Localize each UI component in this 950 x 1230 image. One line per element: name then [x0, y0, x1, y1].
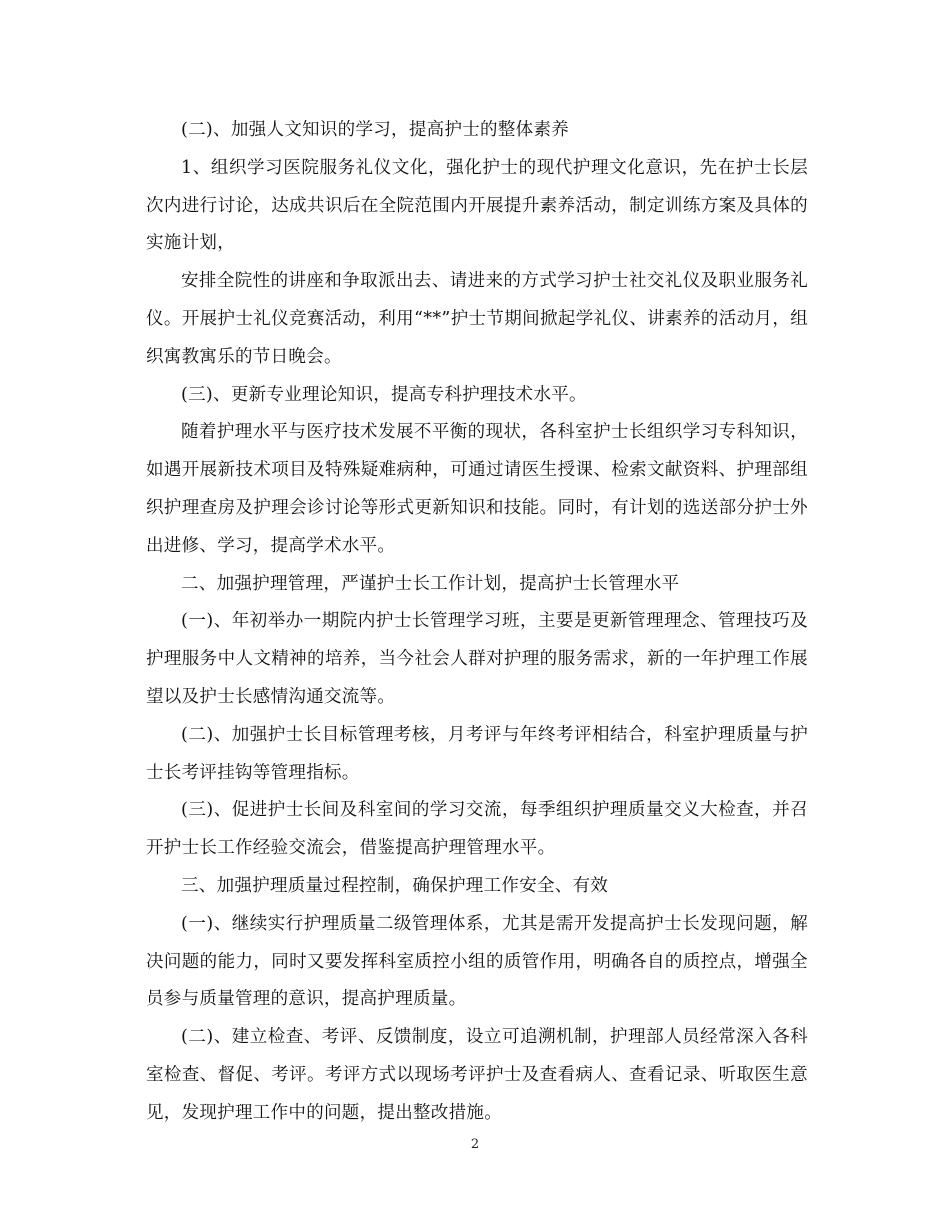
- document-body: [146, 112, 808, 1133]
- page-number: 2: [470, 1137, 480, 1152]
- section-heading-3: 三、加强护理质量过程控制，确保护理工作安全、有效: [181, 875, 609, 896]
- paragraph-inspection-system: (二)、建立检查、考评、反馈制度，设立可追溯机制，护理部人员经常深入各科室检查、督促、考评。考评方式以现场考评护士及查看病人、查看记录、听取医生意见，发现护理工作中的问题，提出整改措施。: [146, 1027, 808, 1123]
- paragraph-target-management: (二)、加强护士长目标管理考核，月考评与年终考评相结合，科室护理质量与护士长考评挂钩等管理指标。: [146, 724, 808, 783]
- section-heading-2-2: (二)、加强人文知识的学习，提高护士的整体素养: [181, 120, 570, 140]
- paragraph-head-nurse-training: (一)、年初举办一期院内护士长管理学习班，主要是更新管理理念、管理技巧及护理服务中人文精神的培养，当今社会人群对护理的服务需求，新的一年护理工作展望以及护士长感情沟通交流等。: [146, 611, 808, 707]
- paragraph-exchange: (三)、促进护士长间及科室间的学习交流，每季组织护理质量交义大检查，并召开护士长工作经验交流会，借鉴提高护理管理水平。: [146, 800, 808, 859]
- paragraph-item-1: 1、组织学习医院服务礼仪文化，强化护士的现代护理文化意识，先在护士长层次内进行讨论，达成共识后在全院范围内开展提升素养活动，制定训练方案及具体的实施计划，: [146, 157, 808, 254]
- section-heading-2: 二、加强护理管理，严谨护士长工作计划，提高护士长管理水平: [181, 573, 680, 594]
- paragraph-etiquette-training: 安排全院性的讲座和争取派出去、请进来的方式学习护士社交礼仪及职业服务礼仪。开展护士礼仪竞赛活动，利用“**”护士节期间掀起学礼仪、讲素养的活动月，组织寓教寓乐的节日晚会。: [146, 271, 808, 367]
- section-heading-2-3: (三)、更新专业理论知识，提高专科护理技术水平。: [181, 384, 587, 405]
- paragraph-specialty-knowledge: 随着护理水平与医疗技术发展不平衡的现状，各科室护士长组织学习专科知识，如遇开展新技术项目及特殊疑难病种，可通过请医生授课、检索文献资料、护理部组织护理查房及护理会诊讨论等形式更新知识和技能。同时，有计划的选送部分护士外出进修、学习，提高学术水平。: [146, 422, 808, 556]
- paragraph-quality-system: (一)、继续实行护理质量二级管理体系，尤其是需开发提高护士长发现问题，解决问题的能力，同时又要发挥科室质控小组的质管作用，明确各自的质控点，增强全员参与质量管理的意识，提高护理质量。: [146, 913, 808, 1010]
